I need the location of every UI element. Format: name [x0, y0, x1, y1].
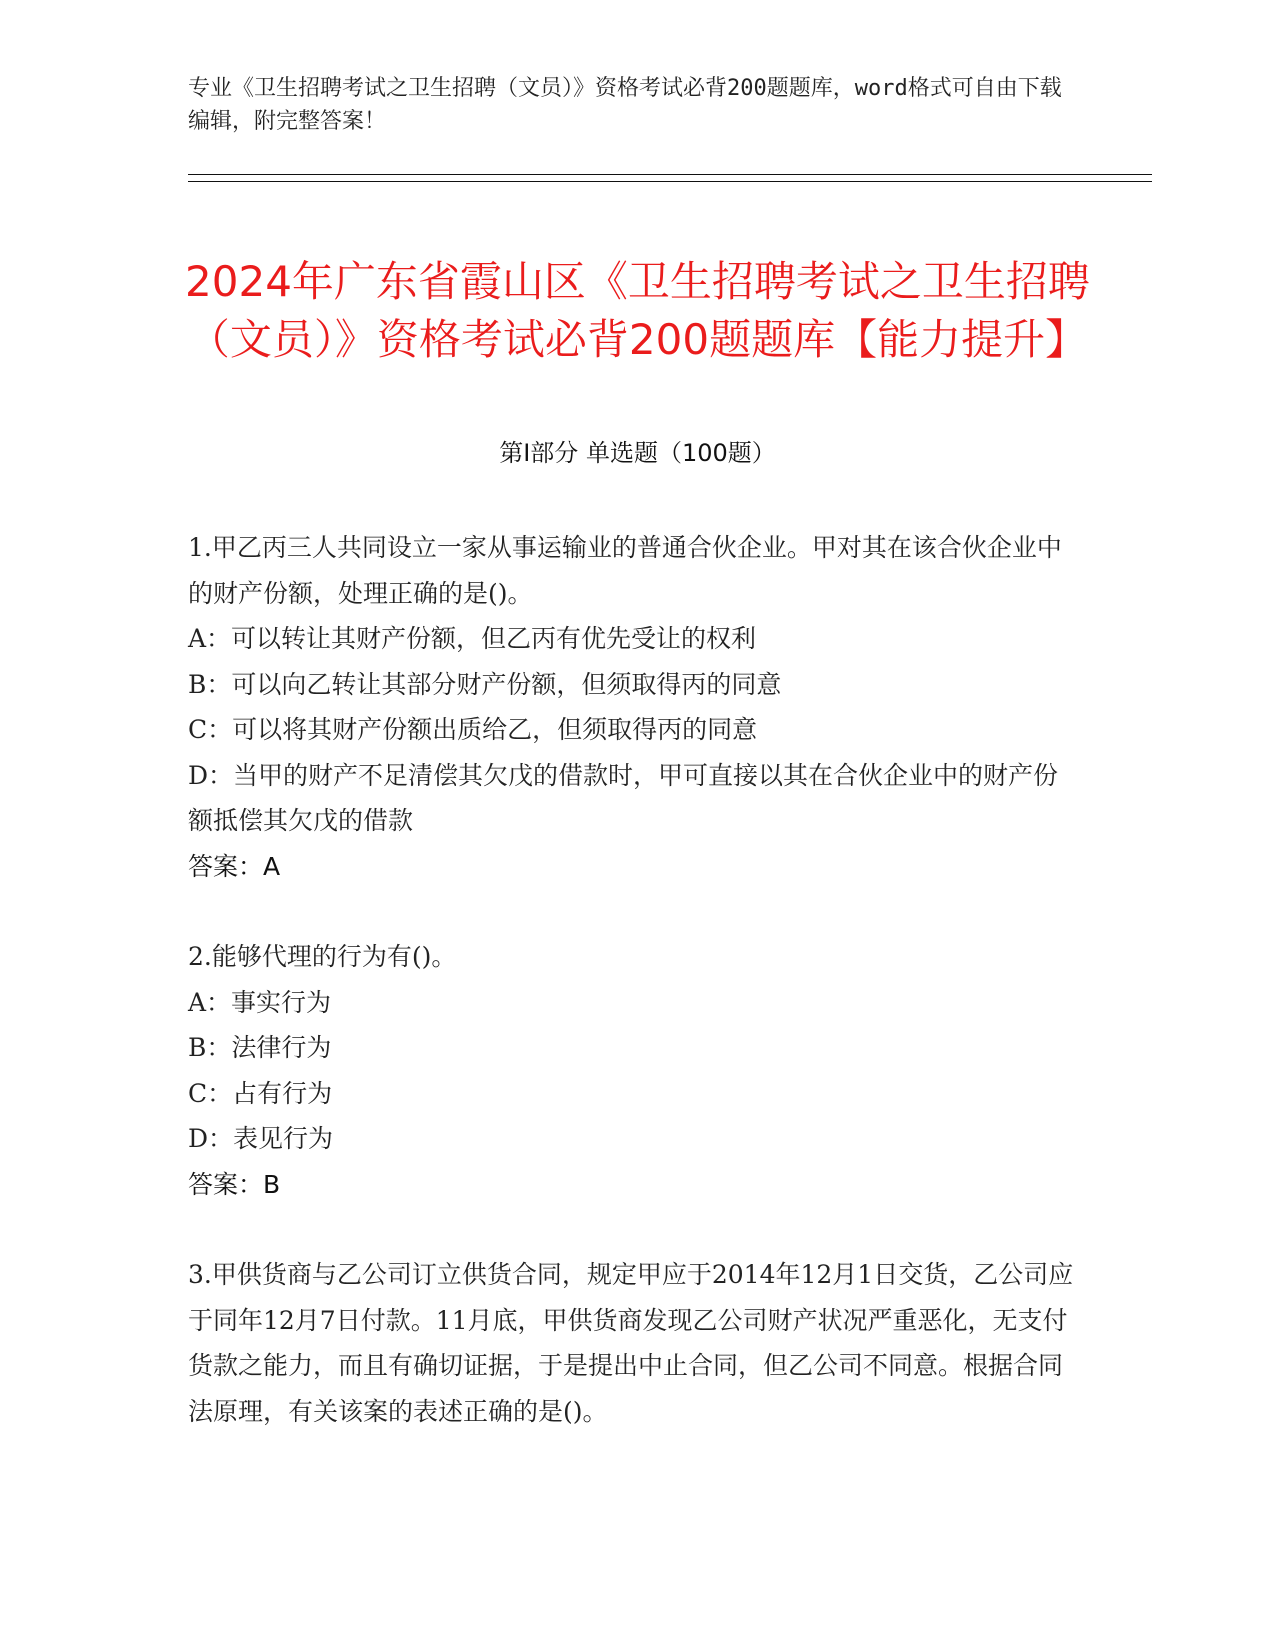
question-stem: 3.甲供货商与乙公司订立供货合同，规定甲应于2014年12月1日交货，乙公司应于同年12月7日付款。11月底，甲供货商发现乙公司财产状况严重恶化，无支付货款之能力，而且有确切证据，于是提出中止合同，但乙公司不同意。根据合同法原理，有关该案的表述正确的是()。 — [188, 1260, 1074, 1426]
document-title: 2024年广东省霞山区《卫生招聘考试之卫生招聘（文员）》资格考试必背200题题库【能力提升】 — [185, 257, 1090, 365]
option-c: C：可以将其财产份额出质给乙，但须取得丙的同意 — [188, 715, 758, 744]
question-stem: 2.能够代理的行为有()。 — [188, 942, 457, 971]
question-2 — [188, 934, 1078, 1207]
section-heading: 第Ⅰ部分 单选题（100题） — [499, 439, 776, 467]
option-d: D：表见行为 — [188, 1124, 334, 1153]
option-a: A：可以转让其财产份额，但乙丙有优先受让的权利 — [188, 624, 757, 653]
option-d: D：当甲的财产不足清偿其欠戊的借款时，甲可直接以其在合伙企业中的财产份额抵偿其欠戊的借款 — [188, 760, 1059, 835]
header-divider-top — [188, 174, 1152, 175]
option-a: A：事实行为 — [188, 987, 332, 1017]
question-list — [188, 525, 1078, 1479]
option-c: C：占有行为 — [188, 1078, 333, 1108]
header-note: 专业《卫生招聘考试之卫生招聘（文员）》资格考试必背200题题库，word格式可自由下载编辑，附完整答案！ — [188, 76, 1062, 134]
question-1 — [188, 525, 1078, 889]
option-b: B：可以向乙转让其部分财产份额，但须取得丙的同意 — [188, 669, 782, 699]
answer: 答案：B — [188, 1169, 281, 1199]
header-divider-bottom — [188, 181, 1152, 182]
question-stem: 1.甲乙丙三人共同设立一家从事运输业的普通合伙企业。甲对其在该合伙企业中的财产份额，处理正确的是()。 — [188, 533, 1062, 608]
question-3 — [188, 1252, 1078, 1434]
answer: 答案：A — [188, 851, 281, 881]
option-b: B：法律行为 — [188, 1033, 332, 1062]
